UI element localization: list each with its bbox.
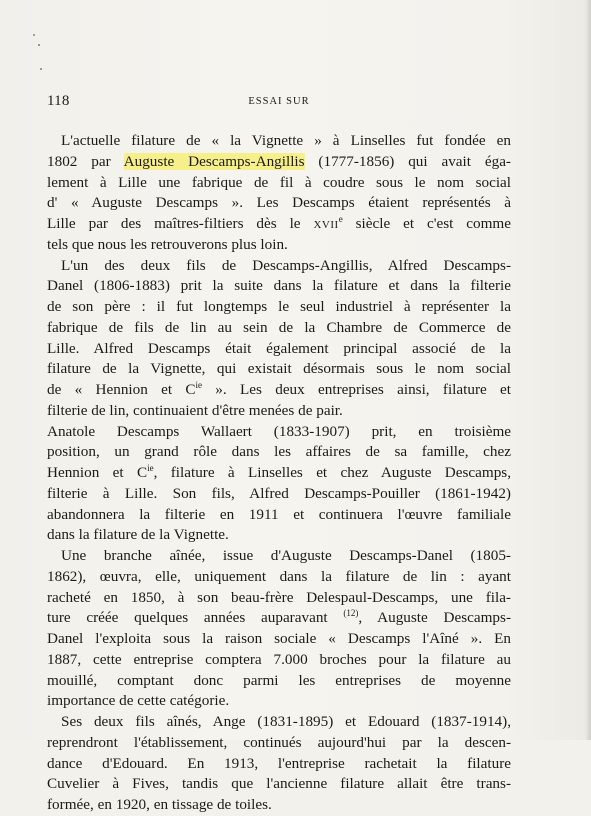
- text-run: abandonnera la filterie en 1911 et continuera l'œuvre familiale: [47, 505, 511, 523]
- superscript: ie: [147, 463, 154, 473]
- text-line: [47, 546, 511, 567]
- text-run: fabrique de fils de lin au sein de la Chambre de Commerce de: [47, 318, 511, 336]
- text-line: [47, 650, 511, 671]
- text-run: Ses deux fils aînés, Ange (1831-1895) et Edouard (1837-1914),: [61, 713, 511, 730]
- page-edge-shadow: [585, 0, 591, 740]
- text-run: filterie de lin, continuaient d'être menées de pair.: [47, 401, 343, 419]
- text-run: dans la filature de la Vignette.: [47, 526, 229, 544]
- text-run: Hennion et C: [47, 464, 148, 481]
- text-run: mouillé, comptant donc parmi les entreprises de moyenne: [47, 671, 511, 689]
- text-run: position, un grand rôle dans les affaires de sa famille, chez: [47, 443, 511, 461]
- text-line: [47, 525, 511, 546]
- text-run: lement à Lille une fabrique de fil à coudre sous le nom social: [47, 173, 511, 191]
- text-run: L'un des deux fils de Descamps-Angillis, Alfred Descamps-: [61, 256, 511, 274]
- paper-speck: [40, 68, 42, 70]
- text-run: Danel (1806-1883) prit la suite dans la filature et dans la filterie: [47, 277, 511, 295]
- text-run: filterie à Lille. Son fils, Alfred Descamps-Pouiller (1861-1942): [47, 484, 511, 502]
- text-line: [47, 422, 511, 443]
- text-line: [47, 401, 511, 422]
- page-header: [47, 93, 511, 113]
- text-line: [47, 339, 511, 360]
- text-run: Danel l'exploita sous la raison sociale « Descamps l'Aîné ». En: [47, 630, 511, 647]
- highlighted-name: Auguste Descamps-Angillis: [123, 152, 305, 170]
- century-numeral: XVII: [313, 219, 339, 231]
- text-line: [47, 152, 511, 173]
- text-run: d' « Auguste Descamps ». Les Descamps étaient représentés à: [47, 194, 511, 212]
- text-line: [47, 173, 511, 194]
- running-title: ESSAI SUR: [248, 96, 310, 107]
- text-run: tels que nous les retrouverons plus loin.: [47, 235, 288, 253]
- paper-speck: [33, 34, 35, 36]
- text-run: racheté en 1850, à son beau-frère Delespaul-Descamps, une fila-: [47, 588, 511, 606]
- text-line: [47, 463, 511, 484]
- text-run: de « Hennion et C: [47, 381, 196, 398]
- text-run: Lille. Alfred Descamps était également principal associé de la: [47, 339, 511, 357]
- text-run: Une branche aînée, issue d'Auguste Descamps-Danel (1805-: [61, 547, 511, 564]
- text-line: [47, 588, 511, 609]
- text-line: [47, 380, 511, 401]
- text-line: [47, 733, 511, 754]
- text-run: reprendront l'établissement, continués aujourd'hui par la descen-: [47, 733, 511, 751]
- text-run: dance d'Edouard. En 1913, l'entreprise rachetait la filature: [47, 754, 511, 772]
- text-line: [47, 318, 511, 339]
- superscript: ie: [195, 380, 203, 390]
- paper-speck: [38, 44, 40, 46]
- body-text: [47, 131, 511, 816]
- text-line: [47, 214, 511, 235]
- text-run: (1777-1856) qui avait éga-: [304, 152, 511, 170]
- text-line: [47, 505, 511, 526]
- text-run: , filature à Linselles et chez Auguste Descamps,: [153, 464, 511, 481]
- text-line: [47, 712, 511, 733]
- text-run: 1802 par: [47, 152, 124, 170]
- text-line: [47, 567, 511, 588]
- text-line: [47, 297, 511, 318]
- text-line: [47, 774, 511, 795]
- text-line: [47, 795, 511, 816]
- text-line: [47, 235, 511, 256]
- text-line: [47, 442, 511, 463]
- text-line: [47, 193, 511, 214]
- text-run: importance de cette catégorie.: [47, 692, 230, 710]
- text-line: [47, 484, 511, 505]
- page-number: 118: [47, 93, 70, 109]
- text-run: formée, en 1920, en tissage de toiles.: [47, 796, 272, 813]
- text-run: L'actuelle filature de « la Vignette » à Linselles fut fondée en: [61, 132, 511, 149]
- superscript: (12): [343, 608, 359, 619]
- text-run: filature de la Vignette, qui existait désormais sous le nom social: [47, 360, 511, 378]
- text-line: [47, 131, 511, 152]
- superscript: e: [338, 214, 343, 224]
- text-run: ». Les deux entreprises ainsi, filature et: [202, 381, 511, 398]
- text-run: Cuvelier à Fives, tandis que l'ancienne filature allait être trans-: [47, 775, 511, 793]
- text-line: [47, 276, 511, 297]
- text-run: 1862), œuvra, elle, uniquement dans la filature de lin : ayant: [47, 567, 511, 585]
- text-line: [47, 359, 511, 380]
- text-run: , Auguste Descamps-: [358, 609, 511, 627]
- text-run: Anatole Descamps Wallaert (1833-1907) prit, en troisième: [47, 422, 511, 440]
- text-line: [47, 671, 511, 692]
- text-run: siècle et c'est comme: [342, 215, 511, 232]
- text-line: [47, 608, 511, 629]
- text-line: [47, 256, 511, 277]
- text-run: Lille par des maîtres-filtiers dès le: [47, 215, 314, 232]
- text-line: [47, 754, 511, 775]
- text-run: ture créée quelques années auparavant: [47, 609, 344, 627]
- text-line: [47, 629, 511, 650]
- text-run: de son père : il fut longtemps le seul industriel à représenter la: [47, 298, 511, 315]
- text-run: 1887, cette entreprise comptera 7.000 broches pour la filature au: [47, 650, 511, 668]
- text-line: [47, 691, 511, 712]
